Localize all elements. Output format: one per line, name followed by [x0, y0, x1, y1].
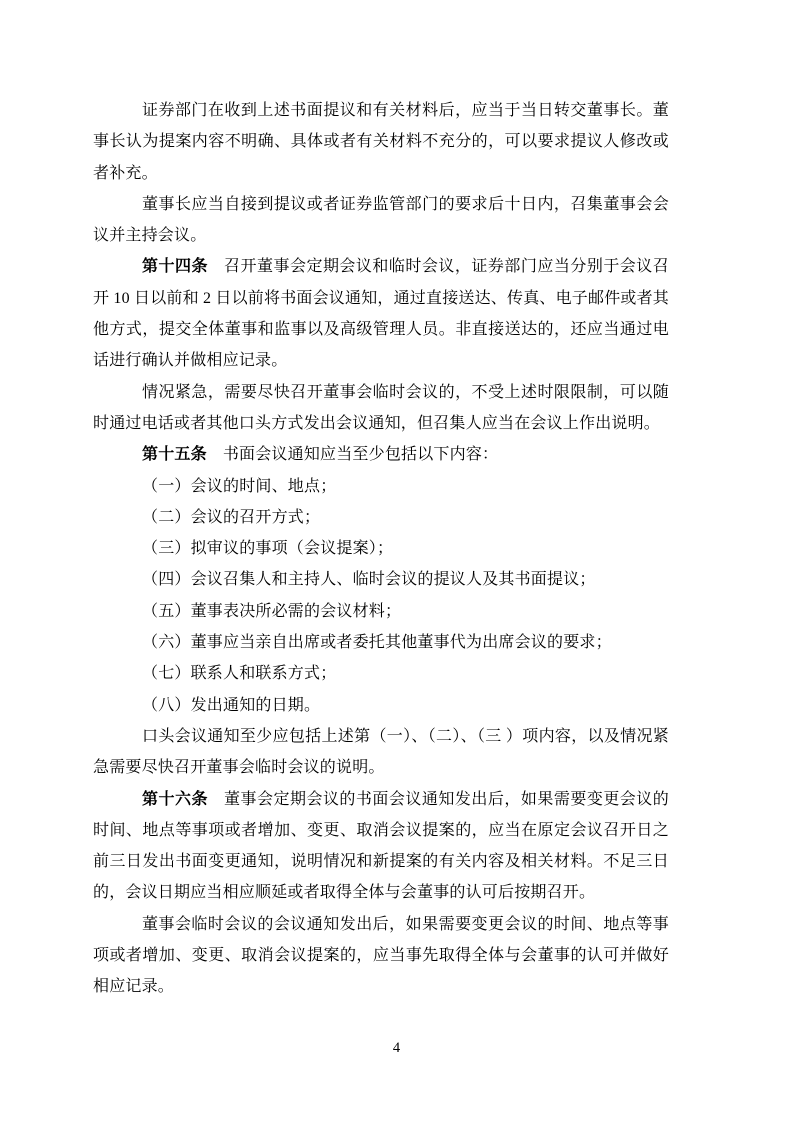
paragraph-article-14 [93, 251, 669, 376]
paragraph-article-16 [93, 784, 669, 909]
paragraph: 董事长应当自接到提议或者证券监管部门的要求后十日内，召集董事会会议并主持会议。 [93, 195, 669, 245]
document-body-text [93, 95, 669, 1003]
paragraph: 情况紧急，需要尽快召开董事会临时会议的，不受上述时限限制，可以随时通过电话或者其他口头方式发出会议通知，但召集人应当在会议上作出说明。 [93, 383, 669, 432]
paragraph: 口头会议通知至少应包括上述第（一）、（二）、（三 ）项内容，以及情况紧急需要尽快召开董事会临时会议的说明。 [93, 727, 669, 777]
list-item-4: （四）会议召集人和主持人、临时会议的提议人及其书面提议； [142, 571, 596, 589]
paragraph: 证券部门在收到上述书面提议和有关材料后，应当于当日转交董事长。董事长认为提案内容不明确、具体或者有关材料不充分的，可以要求提议人修改或者补充。 [93, 102, 669, 182]
article-number-label: 第十五条 [142, 446, 207, 464]
paragraph-article-15 [93, 439, 669, 470]
list-item-7: （七）联系人和联系方式； [142, 665, 337, 683]
paragraph: 董事会临时会议的会议通知发出后，如果需要变更会议的时间、地点等事项或者增加、变更、取消会议提案的，应当事先取得全体与会董事的认可并做好相应记录。 [93, 915, 669, 996]
article-text: 召开董事会定期会议和临时会议，证券部门应当分别于会议召开 10 日以前和 2 日以前将书面会议通知，通过直接送达、传真、电子邮件或者其他方式，提交全体董事和监事以及高级管理人员。非直接送达的，还应当通过电话进行确认并做相应记录。 [93, 258, 670, 370]
list-item-5: （五）董事表决所必需的会议材料； [142, 602, 402, 620]
list-item-1: （一）会议的时间、地点； [142, 477, 337, 495]
article-text: 董事会定期会议的书面会议通知发出后，如果需要变更会议的时间、地点等事项或者增加、变更、取消会议提案的，应当在原定会议召开日之前三日发出书面变更通知，说明情况和新提案的有关内容及相关材料。不足三日的，会议日期应当相应顺延或者取得全体与会董事的认可后按期召开。 [93, 790, 669, 902]
list-item-3: （三）拟审议的事项（会议提案）； [142, 540, 394, 558]
article-number-label: 第十四条 [142, 258, 208, 276]
list-item-8: （八）发出通知的日期。 [142, 696, 321, 714]
article-number-label: 第十六条 [142, 790, 208, 808]
page-number: 4 [392, 1040, 401, 1056]
list-item-2: （二）会议的召开方式； [142, 508, 321, 526]
article-text: 书面会议通知应当至少包括以下内容： [222, 446, 499, 464]
list-item-6: （六）董事应当亲自出席或者委托其他董事代为出席会议的要求； [142, 634, 612, 652]
